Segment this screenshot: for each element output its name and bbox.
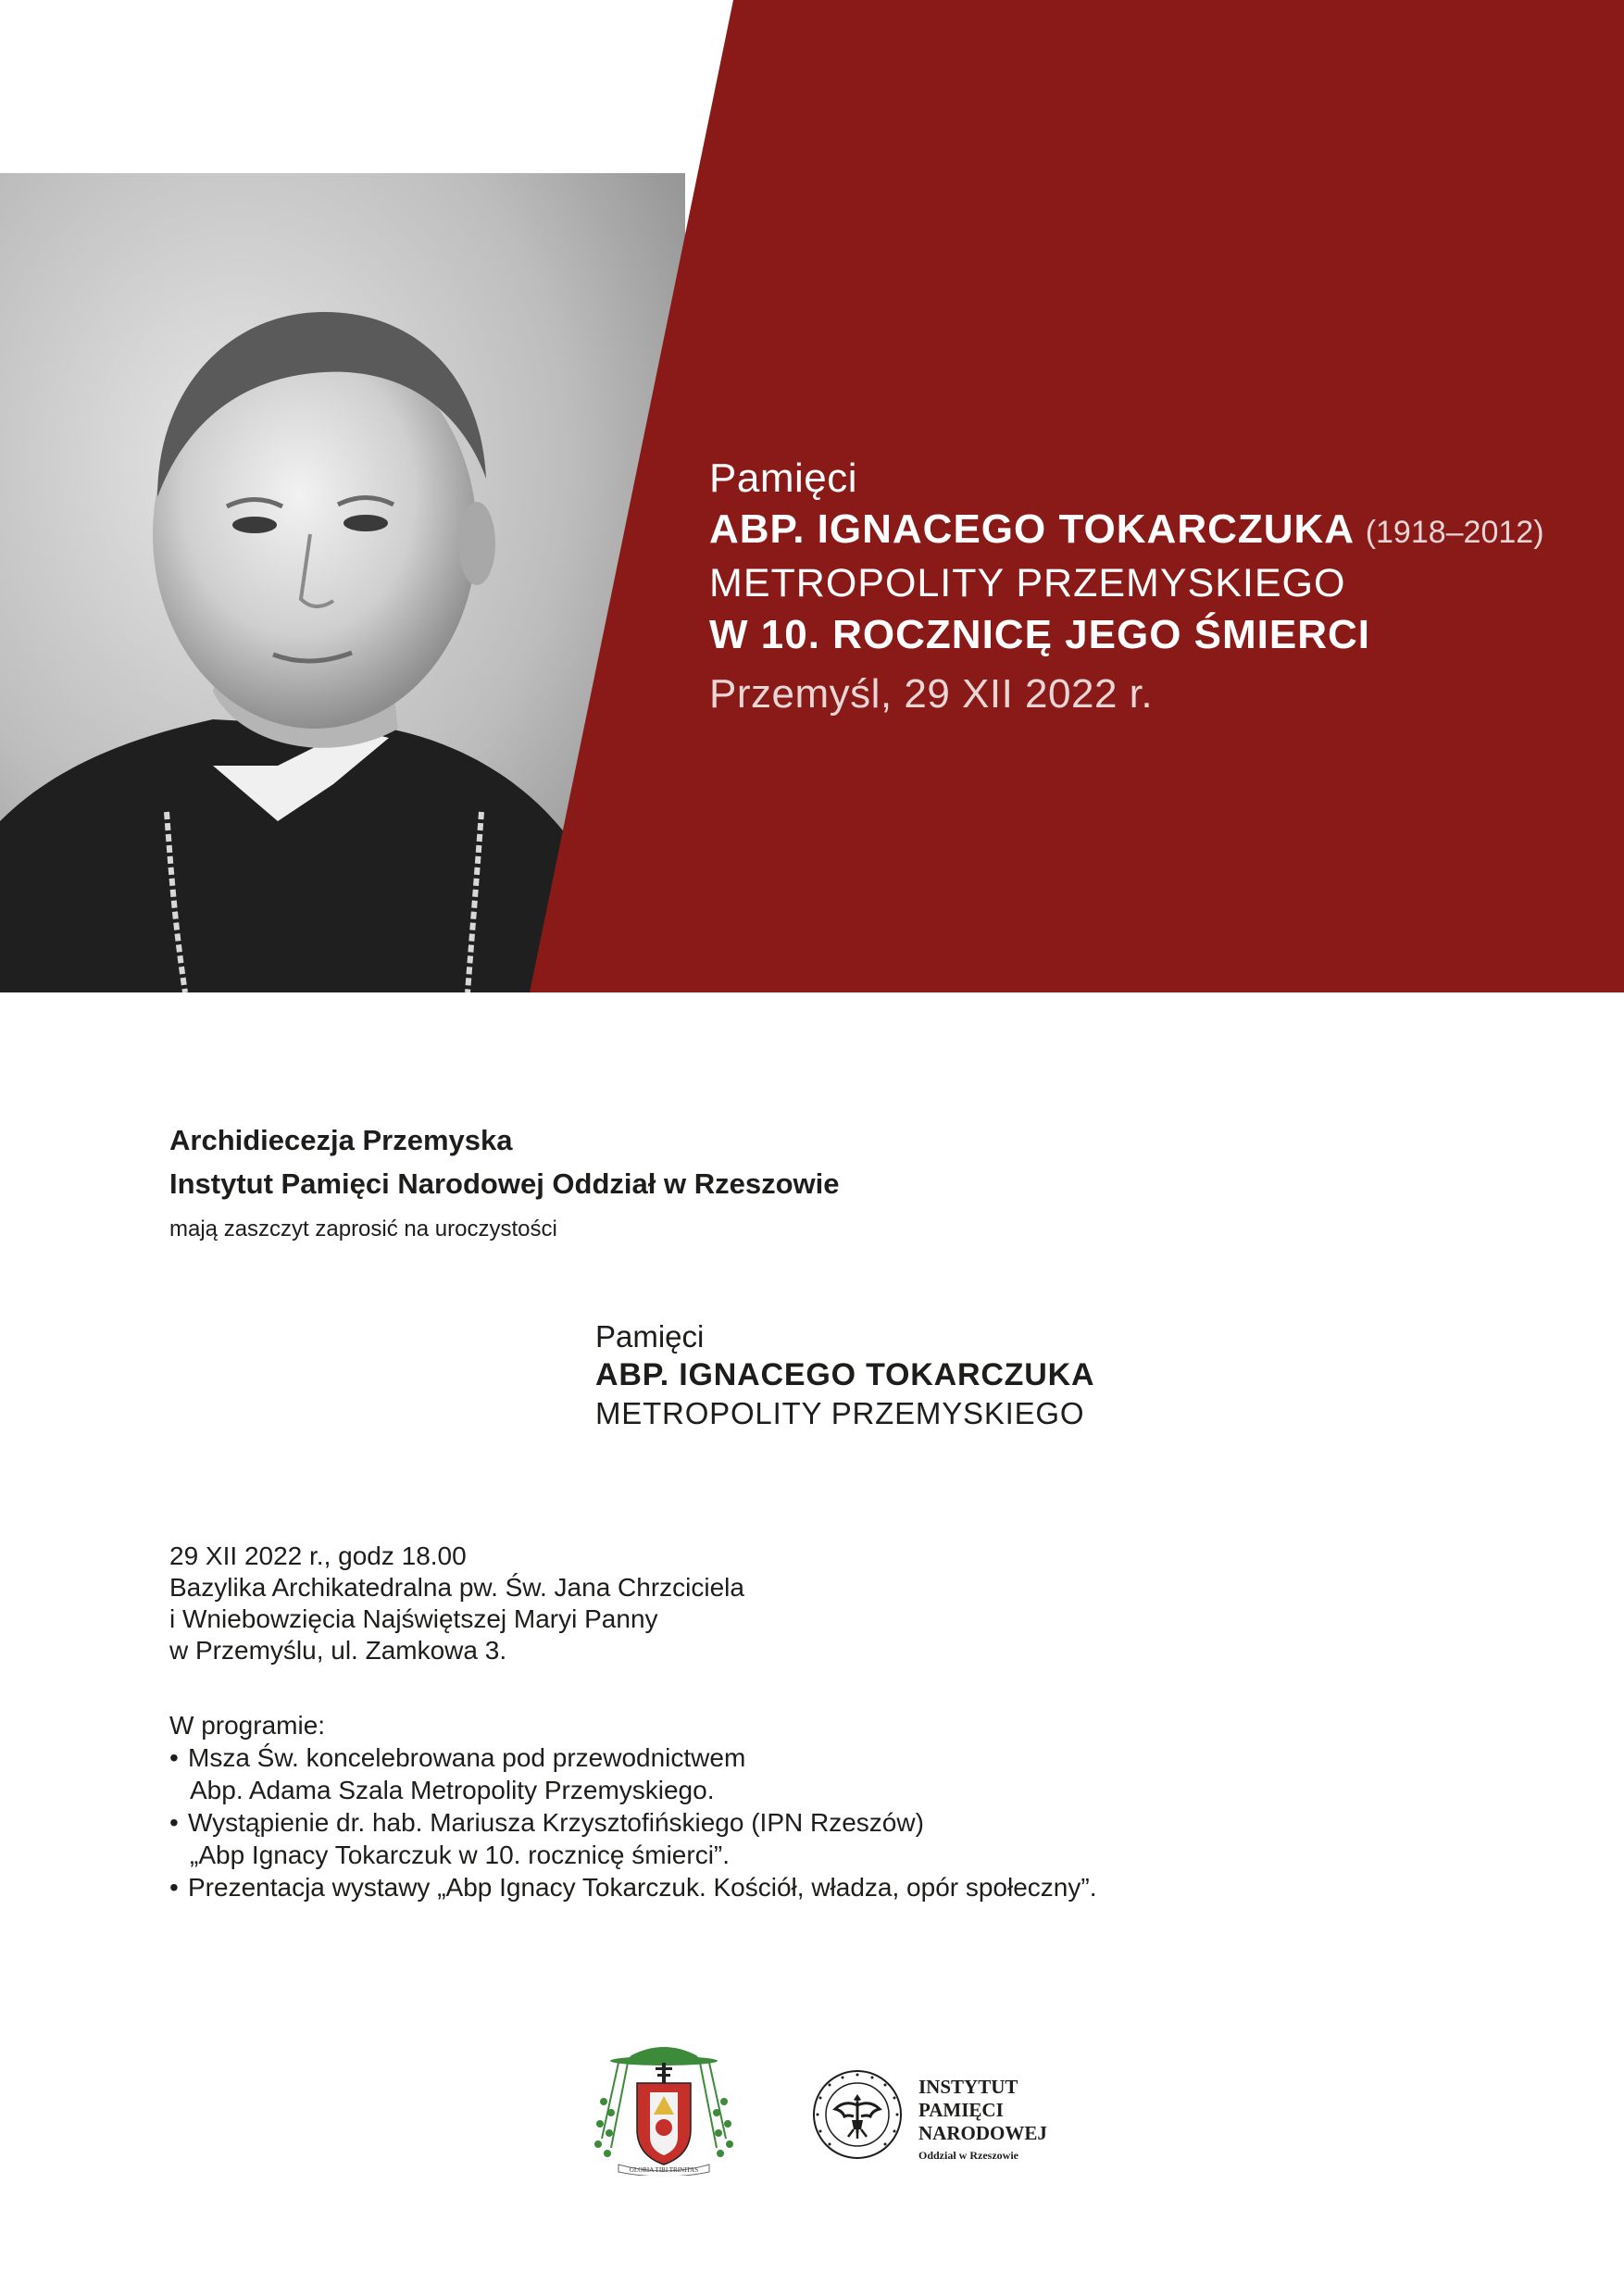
program-heading: W programie: [169, 1711, 326, 1740]
hero-years: (1918–2012) [1365, 515, 1544, 550]
logos-footer [0, 2028, 1624, 2194]
hero-name-text: ABP. IGNACEGO TOKARCZUKA [709, 506, 1354, 552]
program-item-line: Prezentacja wystawy „Abp Ignacy Tokarczuk. Kościół, władza, opór społeczny”. [188, 1873, 1097, 1902]
hero-line-metropolity: METROPOLITY PRZEMYSKIEGO [709, 561, 1346, 605]
program-item-line: „Abp Ignacy Tokarczuk w 10. rocznicę śmierci”. [190, 1841, 731, 1869]
program-item-line: Wystąpienie dr. hab. Mariusza Krzysztofińskiego (IPN Rzeszów) [188, 1808, 924, 1837]
hero-line-pamieci: Pamięci [709, 455, 857, 501]
program-item [169, 1741, 1096, 1806]
event-venue-line1: Bazylika Archikatedralna pw. Św. Jana Chrzciciela [169, 1573, 744, 1602]
ipn-line-narodowej: NARODOWEJ [918, 2122, 1047, 2144]
organizers-block [169, 1118, 840, 1252]
event-title-block [595, 1318, 1094, 1433]
ipn-logo-text [918, 2076, 1047, 2165]
organizer-archdiocese: Archidiecezja Przemyska [169, 1124, 513, 1156]
invitation-text: mają zaszczyt zaprosić na uroczystości [169, 1217, 557, 1242]
program-item-line: Msza Św. koncelebrowana pod przewodnictwem [188, 1743, 746, 1772]
coa-motto: GLORIA TIBI TRINITAS [629, 2166, 699, 2174]
hero-line-name [709, 504, 1544, 558]
event-details [169, 1541, 744, 1666]
event-venue-line2: i Wniebowzięcia Najświętszej Maryi Panny [169, 1604, 658, 1633]
event-title-name: ABP. IGNACEGO TOKARCZUKA [595, 1357, 1095, 1392]
ipn-line-instytut: INSTYTUT [918, 2076, 1018, 2098]
program-item [169, 1806, 1096, 1871]
program-block [169, 1709, 1096, 1903]
bullet: • [169, 1808, 179, 1837]
ipn-line-pamieci: PAMIĘCI [918, 2099, 1004, 2121]
event-title-pamieci: Pamięci [595, 1319, 705, 1354]
hero-banner [0, 0, 1624, 992]
hero-title-block [709, 454, 1544, 727]
bullet: • [169, 1873, 179, 1902]
archbishop-coat-of-arms-icon [591, 2037, 737, 2176]
event-date-time: 29 XII 2022 r., godz 18.00 [169, 1541, 467, 1570]
hero-line-anniversary: W 10. ROCZNICĘ JEGO ŚMIERCI [709, 612, 1370, 657]
bullet: • [169, 1743, 179, 1772]
program-item [169, 1871, 1096, 1903]
program-list [169, 1741, 1096, 1903]
event-address: w Przemyślu, ul. Zamkowa 3. [169, 1636, 507, 1665]
ipn-branch: Oddział w Rzeszowie [918, 2149, 1018, 2162]
event-title-metropolity: METROPOLITY PRZEMYSKIEGO [595, 1396, 1085, 1430]
organizer-ipn: Instytut Pamięci Narodowej Oddział w Rzeszowie [169, 1167, 840, 1200]
program-item-line: Abp. Adama Szala Metropolity Przemyskiego. [190, 1776, 715, 1804]
ipn-eagle-seal-icon [811, 2068, 904, 2161]
hero-line-place-date: Przemyśl, 29 XII 2022 r. [709, 671, 1154, 717]
